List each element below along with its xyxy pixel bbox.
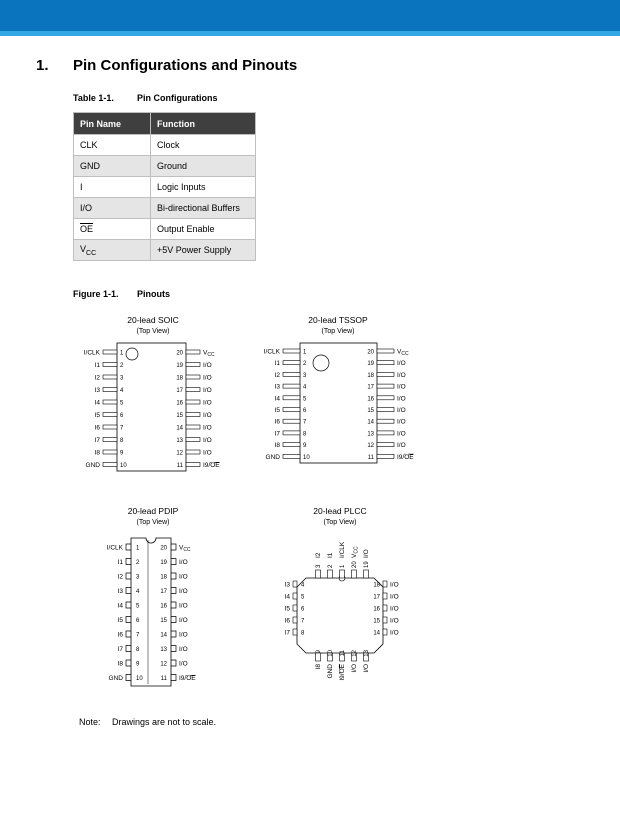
pin-lead (283, 384, 300, 388)
pin-label: I/O (397, 371, 406, 379)
pin-lead (377, 443, 394, 447)
pin-number: 2 (303, 361, 307, 368)
pin-lead (103, 438, 117, 442)
pin-label: I5 (94, 412, 100, 419)
pin-lead (126, 544, 131, 550)
pin-lead (126, 559, 131, 565)
pin-label: GND (265, 453, 280, 461)
pin-lead (103, 388, 117, 392)
pin-name-cell: $\overline{OE}$ (74, 219, 151, 240)
pin-label: $V_{CC}$ (203, 349, 215, 358)
pin-lead (383, 605, 387, 611)
pin-number: 10 (120, 463, 127, 469)
pin-lead (283, 443, 300, 447)
pin-label: I7 (274, 430, 280, 438)
pin-number: 19 (364, 561, 370, 568)
pin-lead (186, 400, 200, 404)
pin-label: I/O (179, 646, 188, 653)
pin-label: GND (327, 664, 334, 679)
pin-lead (283, 372, 300, 376)
pin-label: I9/OE (339, 664, 346, 681)
pin-number: 9 (136, 661, 140, 668)
pin-number: 16 (367, 396, 374, 403)
pin-label: $V_{CC}$ (179, 544, 191, 553)
pin-label: I/O (203, 362, 212, 369)
pin-lead (103, 413, 117, 417)
soic-package (84, 343, 221, 471)
pin-lead (126, 602, 131, 608)
pin-number: 11 (160, 676, 167, 682)
pin-lead (186, 438, 200, 442)
pin-number: 16 (373, 606, 380, 613)
pin-lead (126, 573, 131, 579)
pin-label: I/O (390, 605, 399, 613)
pin-number: 19 (367, 361, 374, 368)
figure-caption-title: Pinouts (137, 289, 170, 299)
pin-lead (126, 617, 131, 623)
pin-number: 13 (176, 438, 183, 444)
pin-label: I/O (179, 573, 188, 581)
pin-number: 7 (301, 618, 305, 625)
pin-label: I/O (390, 629, 399, 637)
pin-label: GND (108, 675, 123, 682)
pin-label: I/O (397, 395, 406, 403)
pin-number: 12 (176, 450, 183, 457)
pin-label: I/O (397, 418, 406, 426)
pin-label: I4 (94, 399, 100, 407)
pin-label: GND (85, 462, 100, 469)
pin-number: 9 (120, 450, 124, 457)
pin-label: I/CLK (339, 541, 346, 558)
pin-label: I2 (315, 552, 322, 558)
pin-label: I/O (179, 588, 188, 595)
pin-number: 12 (367, 443, 374, 450)
pin-label: I/O (397, 383, 406, 391)
pin-number: 11 (340, 650, 346, 657)
pdip-package (107, 538, 197, 686)
pin-number: 14 (176, 425, 183, 432)
pin-lead (171, 660, 176, 666)
pin-label: I/O (203, 412, 212, 419)
pin-lead (103, 450, 117, 454)
pin-label: $V_{CC}$ (397, 348, 409, 357)
pin-label: I1 (274, 360, 280, 368)
pin-number: 15 (367, 408, 374, 414)
pin-number: 13 (364, 650, 370, 657)
section-number: 1. (36, 57, 49, 74)
pin-lead (171, 646, 176, 652)
pin-number: 7 (136, 632, 140, 639)
pin-label: I7 (117, 646, 123, 653)
pin-lead (377, 408, 394, 412)
pin-label: I1 (117, 559, 123, 566)
note-text: Drawings are not to scale. (112, 717, 217, 727)
pin-number: 8 (303, 431, 307, 438)
pin-number: 20 (352, 561, 358, 568)
note-label: Note: (79, 717, 101, 727)
pin-number: 15 (176, 413, 183, 419)
table-caption-title: Pin Configurations (137, 93, 218, 103)
pin-label: I/O (179, 660, 188, 668)
pin-number: 16 (160, 603, 167, 610)
pin-label: I/O (363, 549, 370, 558)
pin-lead (377, 431, 394, 435)
pin-lead (283, 349, 300, 353)
function-cell: Bi-directional Buffers (151, 198, 256, 219)
pin-label: I/O (179, 559, 188, 566)
pin-label: I/O (179, 602, 188, 610)
plcc-title: 20-lead PLCC (313, 506, 367, 516)
pin-label: I/O (203, 437, 212, 444)
pin-number: 18 (160, 574, 167, 581)
pin-label: I/O (390, 617, 399, 625)
pin-lead (293, 593, 297, 599)
pin-lead (186, 388, 200, 392)
pin-number: 1 (120, 350, 124, 357)
pin-label: I9/OE (179, 675, 196, 682)
pin-lead (377, 372, 394, 376)
pin-label: I/CLK (83, 349, 100, 357)
pin-label: I1 (327, 552, 334, 558)
pdip-subtitle: (Top View) (136, 519, 170, 526)
pin-label: I/O (203, 449, 212, 457)
pin-label: I9/OE (397, 453, 414, 461)
pin-lead (328, 570, 333, 578)
pin-lead (293, 617, 297, 623)
function-cell: Logic Inputs (151, 177, 256, 198)
pin-label: I2 (94, 374, 100, 382)
pin-number: 10 (303, 454, 310, 461)
pin-number: 3 (303, 372, 307, 379)
pin-number: 3 (316, 564, 322, 568)
pin-lead (283, 361, 300, 365)
pin-number: 3 (136, 574, 140, 581)
pin-lead (377, 361, 394, 365)
pin-name-cell: I/O (74, 198, 151, 219)
pin-lead (126, 588, 131, 594)
pin-lead (283, 408, 300, 412)
pin-label: I/O (351, 664, 358, 673)
pin-label: I7 (284, 629, 290, 637)
tssop-subtitle: (Top View) (321, 328, 355, 335)
pin-number: 18 (176, 375, 183, 382)
pin-lead (377, 349, 394, 353)
pin-lead (126, 675, 131, 681)
plcc-subtitle: (Top View) (323, 519, 357, 526)
column-header-pin-name: Pin Name (74, 113, 151, 135)
pin-lead (364, 570, 369, 578)
function-cell: Clock (151, 135, 256, 156)
pin-label: I8 (94, 449, 100, 457)
pin-number: 4 (120, 388, 124, 394)
pin-number: 18 (373, 582, 380, 589)
pin-lead (283, 454, 300, 458)
pin-number: 2 (120, 363, 124, 369)
pin-label: I3 (117, 588, 123, 595)
pin-lead (103, 363, 117, 367)
pin-number: 6 (303, 408, 307, 414)
pin-number: 20 (367, 349, 374, 356)
pin-number: 14 (373, 630, 380, 637)
pin-label: I3 (94, 387, 100, 394)
pin-lead (171, 573, 176, 579)
pin-number: 17 (373, 594, 380, 601)
pin-lead (103, 400, 117, 404)
table-caption-number: Table 1-1. (73, 93, 114, 103)
pin-lead (293, 629, 297, 635)
pin-number: 10 (328, 650, 334, 657)
pin-label: I/O (397, 430, 406, 438)
pin-lead (126, 631, 131, 637)
pin-number: 14 (367, 419, 374, 426)
soic-subtitle: (Top View) (136, 328, 170, 335)
pin-lead (383, 617, 387, 623)
pin-number: 5 (303, 396, 307, 403)
pin-label: I8 (117, 660, 123, 668)
pin-lead (340, 570, 345, 578)
pin-label: I/O (397, 442, 406, 450)
pin-number: 4 (301, 582, 305, 589)
pin-label: I/O (363, 664, 370, 673)
pin-lead (186, 413, 200, 417)
pin-label: I1 (94, 362, 100, 369)
pin-lead (293, 581, 297, 587)
tssop-title: 20-lead TSSOP (308, 315, 368, 325)
pin-label: I8 (274, 442, 280, 450)
pin-lead (316, 570, 321, 578)
pin-number: 17 (160, 589, 167, 595)
pin-label: I4 (284, 593, 290, 601)
pin-label: I/O (397, 360, 406, 368)
pin-label: I/O (203, 374, 212, 382)
pin-label: I/O (390, 581, 399, 589)
pin-lead (171, 559, 176, 565)
pin-number: 11 (176, 463, 183, 469)
pin-number: 7 (120, 425, 124, 432)
pdip-title: 20-lead PDIP (127, 506, 179, 516)
pin-number: 8 (120, 438, 124, 444)
section-title: Pin Configurations and Pinouts (73, 57, 298, 74)
plcc-package (285, 541, 399, 681)
pin-lead (377, 419, 394, 423)
pin-lead (383, 593, 387, 599)
pin-number: 1 (303, 349, 307, 356)
pin-number: 1 (136, 545, 140, 552)
pin-lead (293, 605, 297, 611)
pin-lead (186, 363, 200, 367)
pin-label: I6 (117, 631, 123, 639)
pin-label: I7 (94, 437, 100, 444)
pin-lead (186, 425, 200, 429)
pin-number: 9 (303, 443, 307, 450)
pin-lead (126, 660, 131, 666)
pin-label: I2 (117, 573, 123, 581)
pin-lead (186, 375, 200, 379)
pin-number: 12 (160, 661, 167, 668)
pin-name-cell: CLK (74, 135, 151, 156)
pin-label: I6 (274, 418, 280, 426)
pin-lead (103, 425, 117, 429)
pin-label: $V_{CC}$ (351, 546, 360, 558)
pin-label: I8 (315, 664, 322, 670)
pin-number: 17 (367, 384, 374, 391)
pin-label: I9/OE (203, 462, 220, 469)
pin-lead (377, 454, 394, 458)
function-cell: Output Enable (151, 219, 256, 240)
pin-lead (103, 463, 117, 467)
pin-lead (171, 544, 176, 550)
pin-label: I/O (203, 387, 212, 394)
pin-label: I2 (274, 371, 280, 379)
pin-label: I6 (94, 424, 100, 432)
pin-lead (171, 602, 176, 608)
pin-number: 5 (301, 594, 305, 601)
pin-lead (283, 396, 300, 400)
pin-number: 8 (301, 630, 305, 637)
pin-lead (377, 396, 394, 400)
pin-label: I/O (179, 617, 188, 624)
pin-number: 3 (120, 375, 124, 382)
pin-number: 19 (160, 560, 167, 566)
pin-label: I/O (397, 407, 406, 414)
note (79, 717, 216, 727)
pin-number: 18 (367, 372, 374, 379)
pin-lead (171, 617, 176, 623)
pin-label: I5 (274, 407, 280, 414)
pin-number: 20 (160, 545, 167, 552)
pin-label: I/O (203, 424, 212, 432)
pin-number: 13 (367, 431, 374, 438)
pin-number: 8 (136, 647, 140, 653)
pin-number: 12 (352, 650, 358, 657)
pin-lead (186, 450, 200, 454)
pin-number: 16 (176, 400, 183, 407)
pin-number: 6 (136, 618, 140, 624)
pin-lead (352, 570, 357, 578)
pin-lead (171, 588, 176, 594)
tssop-package (264, 343, 415, 463)
pin-label: I3 (284, 581, 290, 589)
pin-lead (126, 646, 131, 652)
column-header-function: Function (151, 113, 256, 135)
pin-number: 4 (136, 589, 140, 595)
pin-label: I/O (203, 399, 212, 407)
pin-number: 15 (373, 618, 380, 625)
pin-lead (171, 675, 176, 681)
function-cell: Ground (151, 156, 256, 177)
pin-lead (103, 375, 117, 379)
tssop-body (300, 343, 377, 463)
pin-number: 5 (136, 603, 140, 610)
pin-label: I4 (117, 602, 123, 610)
pin-number: 13 (160, 647, 167, 653)
pin-number: 9 (316, 650, 322, 654)
pin-label: I/O (390, 593, 399, 601)
pin-lead (186, 350, 200, 354)
pin-label: I/CLK (106, 544, 123, 552)
function-cell: +5V Power Supply (151, 240, 256, 261)
pin-number: 10 (136, 676, 143, 682)
pin-number: 6 (301, 606, 305, 613)
pin-lead (377, 384, 394, 388)
pin-lead (103, 350, 117, 354)
pin-number: 19 (176, 363, 183, 369)
pin-number: 5 (120, 400, 124, 407)
pin-number: 2 (136, 560, 140, 566)
pin-number: 15 (160, 618, 167, 624)
pin-number: 6 (120, 413, 124, 419)
pin-number: 17 (176, 388, 183, 394)
pin-label: I/O (179, 631, 188, 639)
pin-number: 7 (303, 419, 307, 426)
pin-lead (283, 419, 300, 423)
pin-lead (383, 581, 387, 587)
pin-lead (186, 463, 200, 467)
pin-name-cell: $V_{CC}$ (74, 240, 151, 261)
pin-name-cell: I (74, 177, 151, 198)
pin-label: I/CLK (263, 348, 280, 356)
pin-lead (283, 431, 300, 435)
pin-number: 11 (367, 454, 374, 461)
pin-label: I4 (274, 395, 280, 403)
pin-number: 2 (328, 564, 334, 568)
figure-caption-number: Figure 1-1. (73, 289, 119, 299)
pin-label: I3 (274, 383, 280, 391)
soic-title: 20-lead SOIC (127, 315, 179, 325)
pin-label: I5 (284, 605, 290, 613)
pin-lead (171, 631, 176, 637)
pin-number: 1 (340, 564, 346, 568)
plcc-body (297, 578, 383, 653)
pin-name-cell: GND (74, 156, 151, 177)
pin-label: I6 (284, 617, 290, 625)
pin-lead (383, 629, 387, 635)
pin-number: 4 (303, 384, 307, 391)
pin-number: 14 (160, 632, 167, 639)
pin-number: 20 (176, 350, 183, 357)
pin-label: I5 (117, 617, 123, 624)
